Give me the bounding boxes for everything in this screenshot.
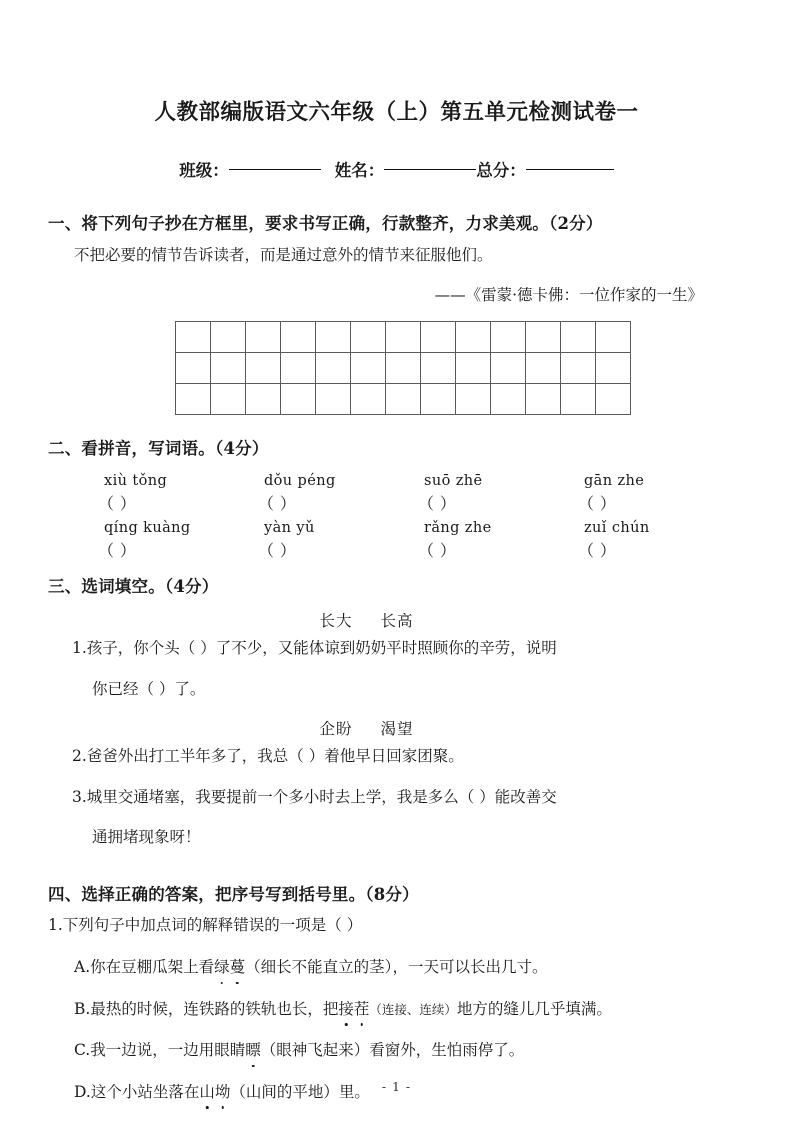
pinyin-item [578,520,738,561]
writing-grid-cell[interactable] [351,321,386,352]
writing-grid-cell[interactable] [176,321,211,352]
writing-grid-cell[interactable] [281,352,316,383]
writing-grid-cell[interactable] [246,352,281,383]
writing-grid-cell[interactable] [421,352,456,383]
emphasis-dot-char: 瞟 [245,1037,261,1063]
writing-grid-cell[interactable] [281,383,316,414]
writing-grid-cell[interactable] [316,383,351,414]
score-label: 总分： [476,161,526,180]
word-bank-option[interactable]: 渴望 [380,720,414,739]
pinyin-row [48,473,745,514]
option-text-post: 地方的缝儿几乎填满。 [456,999,612,1018]
writing-grid-cell[interactable] [456,321,491,352]
section-one-attribution: ——《雷蒙·德卡佛：一位作家的一生》 [434,286,703,305]
writing-grid-cell[interactable] [351,383,386,414]
writing-grid-row [176,321,631,352]
option-marker: C. [74,1041,91,1060]
writing-grid-cell[interactable] [456,352,491,383]
answer-option[interactable] [48,1037,745,1063]
writing-grid-cell[interactable] [281,321,316,352]
option-text-post: 里。 [338,1082,370,1101]
section-three-heading: 三、选词填空。（4分） [48,577,219,597]
option-marker: B. [74,999,91,1018]
writing-grid-cell[interactable] [386,321,421,352]
pinyin-item [98,473,258,514]
section-three-q3-line1[interactable]: 3.城里交通堵塞，我要提前一个多小时去上学，我是多么（ ）能改善交 [72,787,557,806]
name-label: 姓名： [334,161,385,180]
emphasis-dot-char: 接 [338,996,354,1022]
pinyin-item [258,520,418,561]
pinyin-row [48,520,745,561]
writing-grid-cell[interactable] [211,383,246,414]
section-three-q1-line1[interactable]: 1.孩子，你个头（ ）了不少，又能体谅到奶奶平时照顾你的辛劳，说明 [72,639,557,658]
writing-grid-wrap [48,321,745,415]
pinyin-answer-blank[interactable]: （ ） [578,541,617,561]
pinyin-syllables: dǒu péng [264,473,336,490]
emphasis-dot-char: 坳 [215,1079,231,1105]
option-gloss: （连接、连续） [369,1001,457,1017]
option-emphasized-word [338,1000,369,1018]
section-four-q1-stem[interactable]: 1.下列句子中加点词的解释错误的一项是（ ） [48,916,363,935]
name-field[interactable] [335,157,477,181]
section-three-q1-line2[interactable]: 你已经（ ）了。 [92,679,206,698]
option-gloss: （山间的平地） [230,1082,339,1101]
option-text-post: 看窗外，生怕雨停了。 [369,1041,525,1060]
section-four-heading: 四、选择正确的答案，把序号写到括号里。（8分） [48,884,419,904]
pinyin-syllables: xiù tǒng [104,473,168,490]
writing-grid-cell[interactable] [386,383,421,414]
pinyin-answer-blank[interactable]: （ ） [418,541,457,561]
option-emphasized-word [245,1041,261,1059]
word-bank-one [48,609,745,631]
pinyin-answer-blank[interactable]: （ ） [98,541,137,561]
pinyin-item [98,520,258,561]
option-emphasized-word [214,958,245,976]
writing-grid-cell[interactable] [246,321,281,352]
word-bank-option[interactable]: 长大 [319,612,353,631]
writing-grid-cell[interactable] [211,321,246,352]
answer-option[interactable] [48,996,745,1022]
section-four [48,883,745,1105]
option-text-post: ，一天可以长出几寸。 [392,958,548,977]
pinyin-syllables: qíng kuàng [104,520,191,537]
class-label: 班级： [179,161,229,180]
student-info-line [48,157,745,181]
writing-grid-cell[interactable] [246,383,281,414]
pinyin-answer-blank[interactable]: （ ） [258,494,297,514]
pinyin-item [418,520,578,561]
writing-grid-cell[interactable] [561,383,596,414]
writing-grid-cell[interactable] [491,383,526,414]
pinyin-group [48,473,745,561]
emphasis-dot-char: 茬 [354,996,370,1022]
writing-grid-row [176,383,631,414]
emphasis-dot-char: 绿 [214,954,230,980]
writing-grid-cell[interactable] [526,352,561,383]
answer-option[interactable] [48,954,745,980]
emphasis-dot-char: 山 [199,1079,215,1105]
word-bank-option[interactable]: 企盼 [319,720,353,739]
pinyin-item [258,473,418,514]
class-blank-rule[interactable] [229,169,321,170]
option-gloss: （细长不能直立的茎） [245,958,393,977]
page-title: 人教部编版语文六年级（上）第五单元检测试卷一 [154,100,639,125]
name-blank-rule[interactable] [384,169,476,170]
class-field[interactable] [179,157,335,181]
pinyin-item [418,473,578,514]
writing-grid-cell[interactable] [421,383,456,414]
writing-grid-cell[interactable] [596,352,631,383]
writing-grid-cell[interactable] [386,352,421,383]
pinyin-answer-blank[interactable]: （ ） [578,494,617,514]
section-three [48,575,745,850]
writing-grid-cell[interactable] [316,352,351,383]
writing-grid-row [176,352,631,383]
writing-grid[interactable] [175,321,631,415]
writing-grid-cell[interactable] [351,352,386,383]
writing-grid-cell[interactable] [491,321,526,352]
emphasis-dot-char: 蔓 [230,954,246,980]
writing-grid-cell[interactable] [211,352,246,383]
section-one [48,212,745,415]
writing-grid-cell[interactable] [176,383,211,414]
writing-grid-cell[interactable] [456,383,491,414]
writing-grid-cell[interactable] [421,321,456,352]
pinyin-answer-blank[interactable]: （ ） [258,541,297,561]
option-gloss: （眼神飞起来） [260,1041,370,1060]
writing-grid-cell[interactable] [596,321,631,352]
pinyin-answer-blank[interactable]: （ ） [98,494,137,514]
option-text-pre: 这个小站坐落在 [90,1082,200,1101]
score-field[interactable] [476,157,614,181]
writing-grid-cell[interactable] [561,321,596,352]
section-one-sentence: 不把必要的情节告诉读者，而是通过意外的情节来征服他们。 [74,245,493,264]
pinyin-syllables: gān zhe [584,473,645,490]
writing-grid-cell[interactable] [596,383,631,414]
pinyin-answer-blank[interactable]: （ ） [418,494,457,514]
pinyin-syllables: rǎng zhe [424,520,492,537]
writing-grid-cell[interactable] [316,321,351,352]
section-two [48,437,745,562]
pinyin-syllables: zuǐ chún [584,520,650,537]
writing-grid-cell[interactable] [526,383,561,414]
pinyin-syllables: suō zhē [424,473,483,490]
section-one-heading: 一、将下列句子抄在方框里，要求书写正确，行款整齐，力求美观。（2分） [48,214,603,233]
option-text-pre: 你在豆棚瓜架上看 [90,958,215,977]
pinyin-item [578,473,738,514]
pinyin-syllables: yàn yǔ [264,520,315,537]
page-footer: - 1 - [381,1079,412,1094]
section-three-q2[interactable]: 2.爸爸外出打工半年多了，我总（ ）着他早日回家团聚。 [72,747,464,766]
option-text-pre: 最热的时候，连铁路的铁轨也长，把 [90,999,339,1018]
writing-grid-cell[interactable] [526,321,561,352]
writing-grid-cell[interactable] [491,352,526,383]
writing-grid-cell[interactable] [176,352,211,383]
score-blank-rule[interactable] [526,169,614,170]
word-bank-two [48,717,745,739]
option-marker: A. [74,958,91,977]
word-bank-option[interactable]: 长高 [380,612,414,631]
section-two-heading: 二、看拼音，写词语。（4分） [48,438,269,458]
option-text-pre: 我一边说，一边用眼睛 [90,1041,246,1060]
section-three-q3-line2[interactable]: 通拥堵现象呀！ [92,828,201,847]
option-marker: D. [74,1082,91,1101]
writing-grid-cell[interactable] [561,352,596,383]
